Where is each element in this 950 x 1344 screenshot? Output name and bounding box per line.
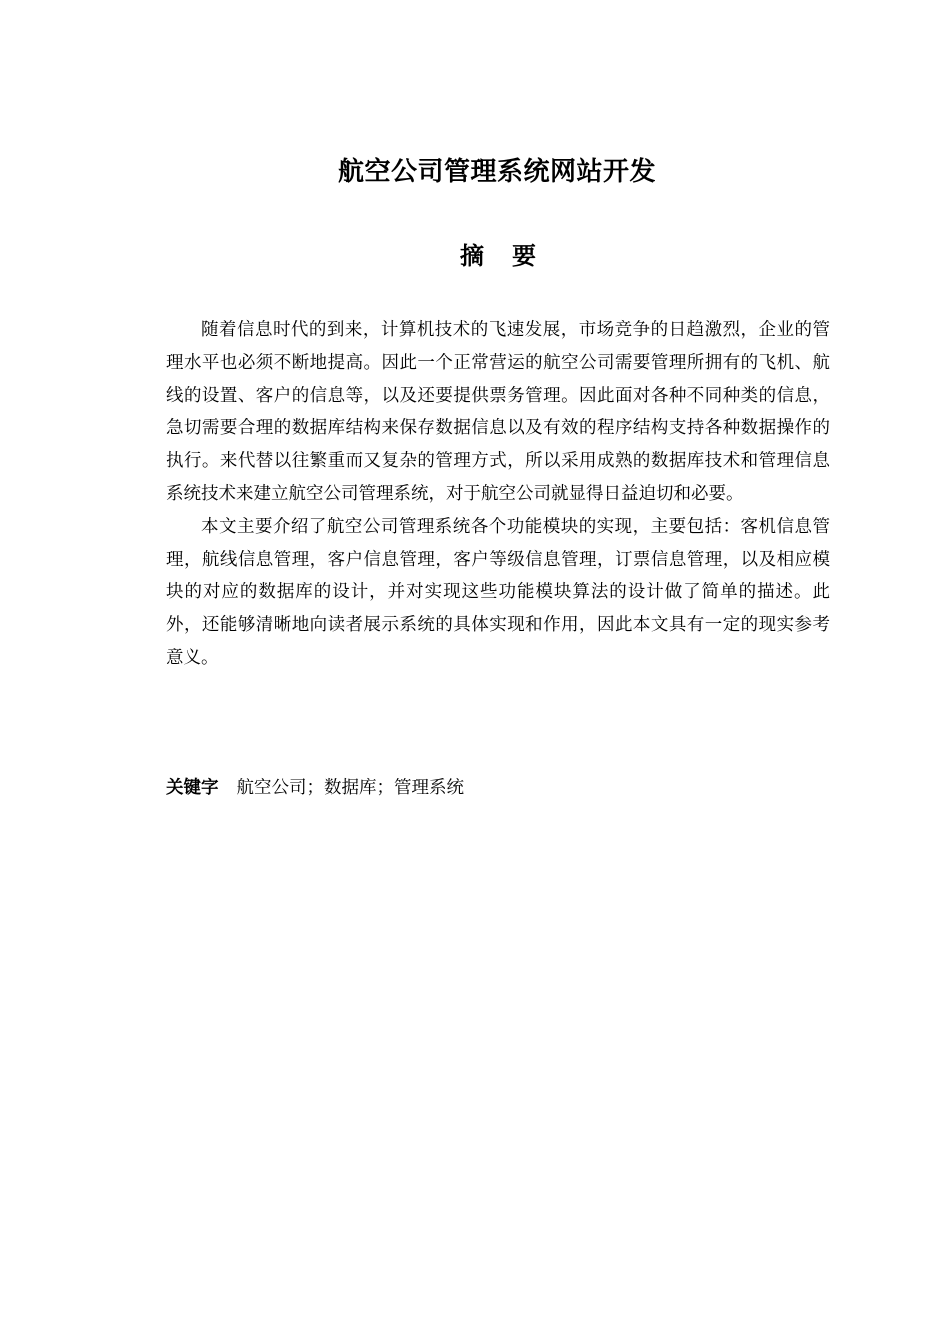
keywords-text: 航空公司；数据库；管理系统: [236, 778, 464, 798]
keywords-line: [166, 772, 830, 804]
keywords-label: 关键字: [166, 778, 219, 798]
abstract-paragraph: 随着信息时代的到来，计算机技术的飞速发展，市场竞争的日趋激烈，企业的管理水平也必须不断地提高。因此一个正常营运的航空公司需要管理所拥有的飞机、航线的设置、客户的信息等，以及还要提供票务管理。因此面对各种不同种类的信息，急切需要合理的数据库结构来保存数据信息以及有效的程序结构支持各种数据操作的执行。来代替以往繁重而又复杂的管理方式，所以采用成熟的数据库技术和管理信息系统技术来建立航空公司管理系统，对于航空公司就显得日益迫切和必要。: [166, 320, 830, 504]
document-title: 航空公司管理系统网站开发: [337, 157, 656, 187]
abstract-body: [166, 314, 830, 675]
abstract-heading: 摘要: [460, 242, 564, 270]
abstract-paragraph: 本文主要介绍了航空公司管理系统各个功能模块的实现，主要包括：客机信息管理，航线信息管理，客户信息管理，客户等级信息管理，订票信息管理，以及相应模块的对应的数据库的设计，并对实现这些功能模块算法的设计做了简单的描述。此外，还能够清晰地向读者展示系统的具体实现和作用，因此本文具有一定的现实参考意义。: [166, 516, 830, 668]
